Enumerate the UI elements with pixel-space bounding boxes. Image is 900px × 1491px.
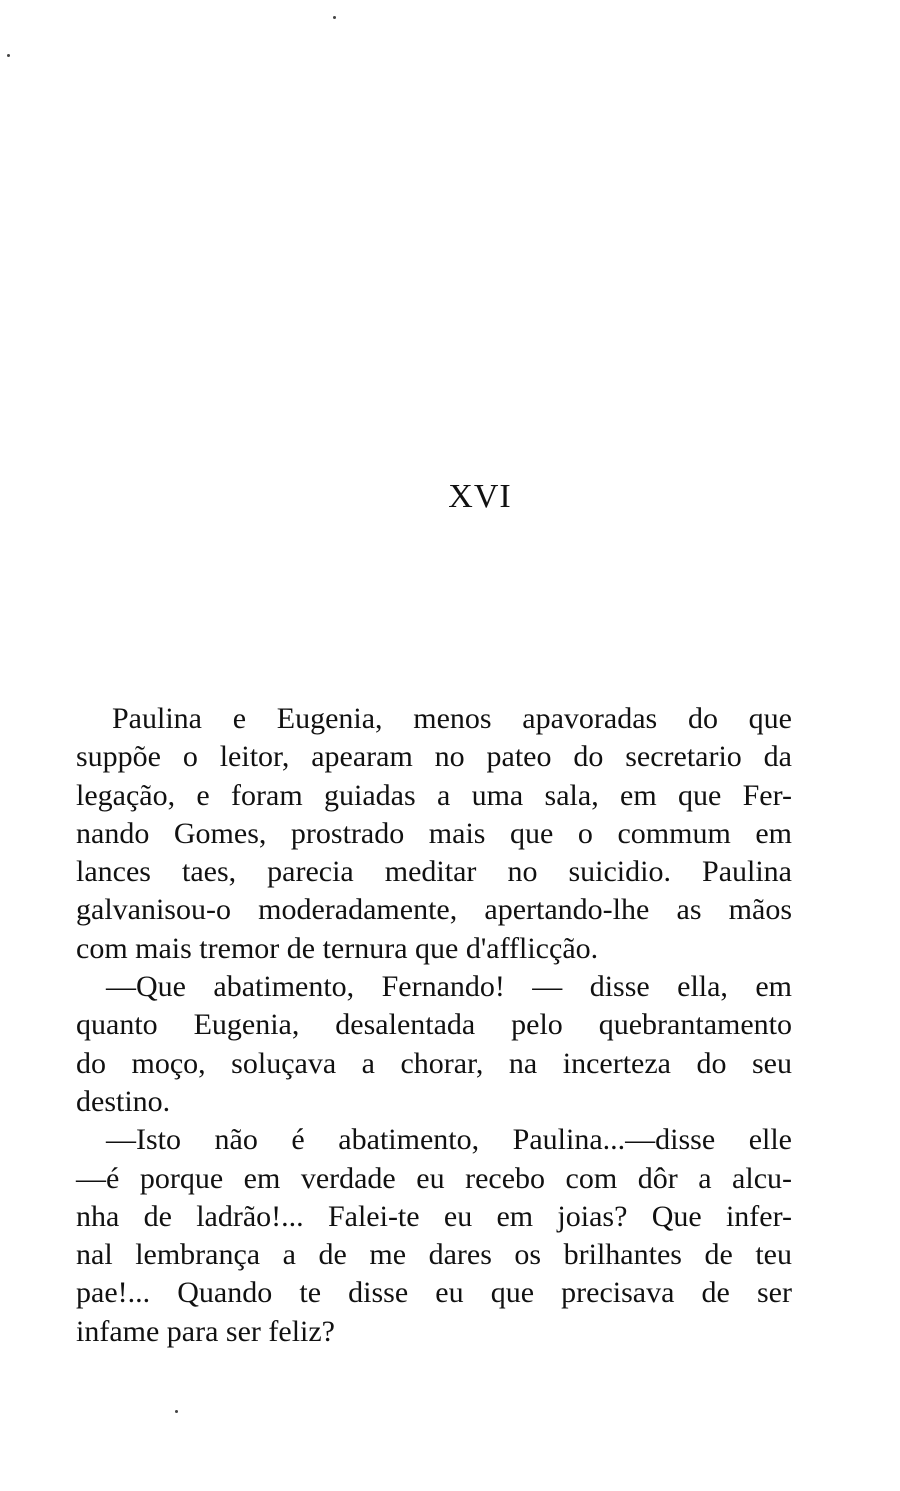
- text-line: —Que abatimento, Fernando! — disse ella, em: [106, 970, 792, 1004]
- text-line: destino.: [76, 1084, 171, 1118]
- text-line: nha de ladrão!... Falei-te eu em joias? Que infer-: [76, 1199, 792, 1233]
- chapter-heading: XVI: [448, 478, 512, 515]
- text-line: nando Gomes, prostrado mais que o commum em: [76, 816, 792, 850]
- text-line: do moço, soluçava a chorar, na incerteza do seu: [76, 1046, 792, 1080]
- print-speck: [333, 16, 336, 19]
- text-line: suppõe o leitor, apearam no pateo do secretario da: [76, 740, 792, 774]
- text-line: —é porque em verdade eu recebo com dôr a alcu-: [76, 1161, 792, 1195]
- text-line: com mais tremor de ternura que d'afflicção.: [76, 931, 599, 965]
- print-speck: [7, 54, 10, 57]
- print-speck: [175, 1410, 178, 1413]
- body-text: [76, 700, 792, 1351]
- text-line: legação, e foram guiadas a uma sala, em que Fer-: [76, 778, 792, 812]
- text-line: quanto Eugenia, desalentada pelo quebrantamento: [76, 1008, 792, 1042]
- text-line: —Isto não é abatimento, Paulina...—disse elle: [106, 1123, 792, 1157]
- text-line: infame para ser feliz?: [76, 1314, 335, 1348]
- text-line: galvanisou-o moderadamente, apertando-lhe as mãos: [76, 893, 792, 927]
- text-line: Paulina e Eugenia, menos apavoradas do que: [112, 702, 792, 735]
- text-line: nal lembrança a de me dares os brilhantes de teu: [76, 1238, 792, 1272]
- text-line: pae!... Quando te disse eu que precisava de ser: [76, 1276, 792, 1310]
- text-line: lances taes, parecia meditar no suicidio. Paulina: [76, 855, 792, 889]
